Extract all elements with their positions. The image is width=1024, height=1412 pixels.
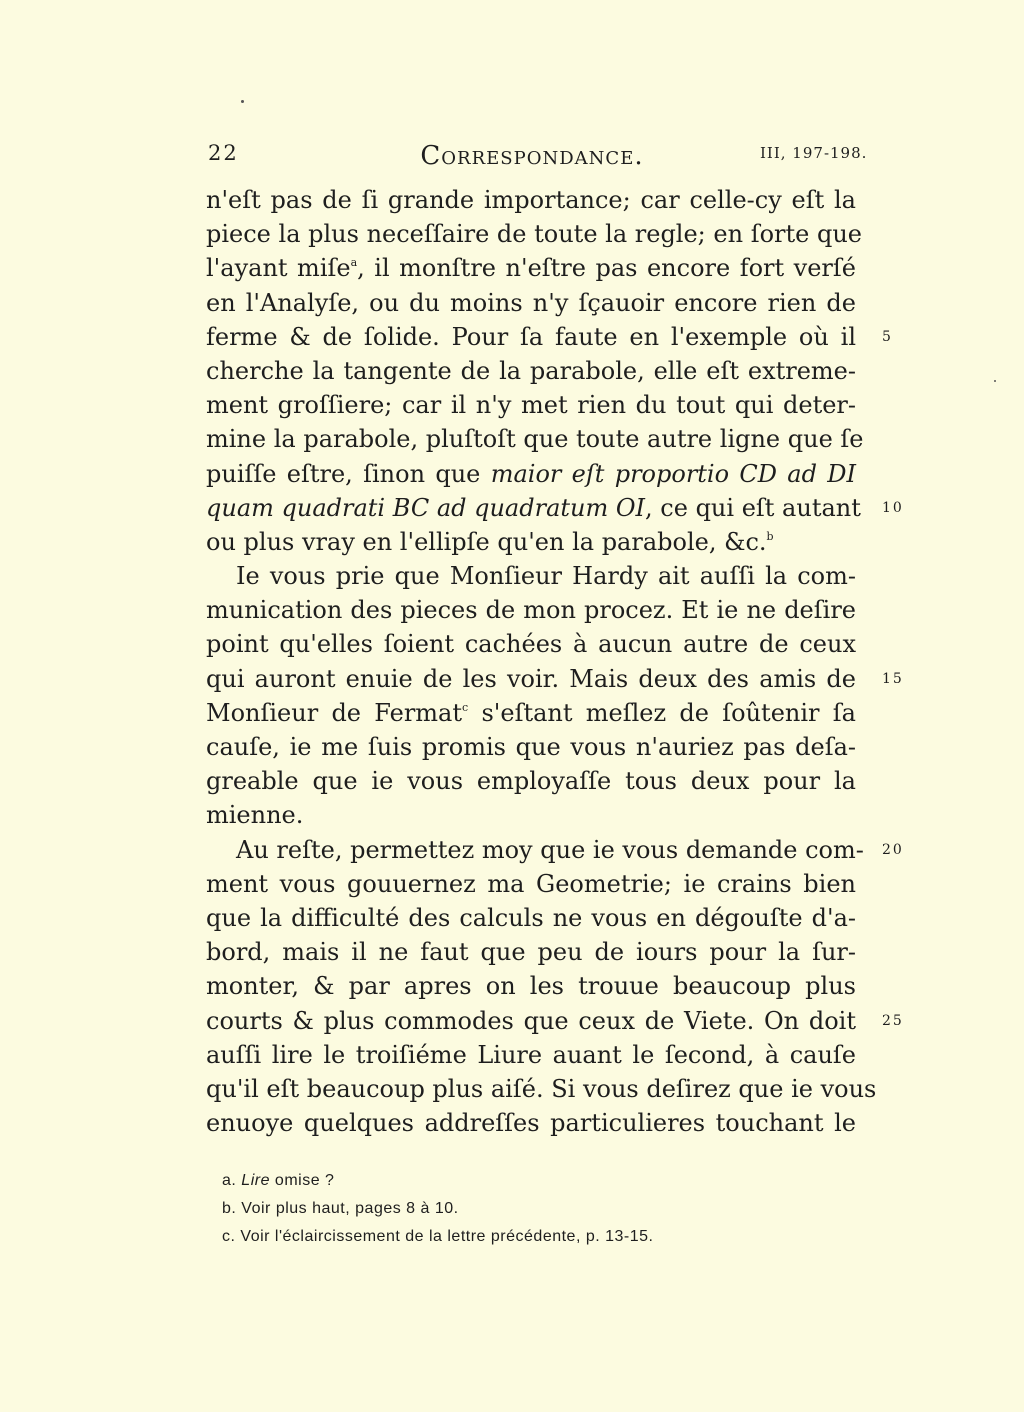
text-line bbox=[206, 764, 856, 798]
text-line bbox=[206, 320, 893, 354]
line-text: piece la plus neceſſaire de toute la regle; en ſorte que bbox=[206, 220, 862, 249]
text-line bbox=[206, 1004, 904, 1038]
line-number: 15 bbox=[882, 670, 904, 687]
page-number: 22 bbox=[208, 141, 239, 165]
footnote-text: Voir plus haut, pages 8 à 10. bbox=[241, 1200, 459, 1217]
line-text: auſſi lire le troiſiéme Liure auant le ſecond, à cauſe bbox=[206, 1040, 856, 1069]
footnote-label: c. bbox=[222, 1228, 236, 1245]
letter-body bbox=[206, 183, 904, 1140]
text-line bbox=[206, 354, 856, 388]
text-line bbox=[206, 730, 856, 764]
text-line bbox=[206, 696, 856, 730]
running-title-text: Correspondance. bbox=[420, 141, 644, 171]
line-number: 20 bbox=[882, 841, 904, 858]
text-line bbox=[206, 798, 856, 832]
footnotes bbox=[222, 1167, 654, 1251]
line-number: 25 bbox=[882, 1012, 904, 1029]
text-line bbox=[206, 559, 856, 593]
text-line bbox=[206, 491, 904, 525]
line-text: munication des pieces de mon procez. Et ie ne deſire bbox=[206, 596, 856, 625]
line-text: cauſe, ie me ſuis promis que vous n'auriez pas deſa- bbox=[206, 733, 856, 761]
line-number: 5 bbox=[882, 328, 893, 345]
footnote-mark: a bbox=[350, 256, 358, 270]
italic-text: quam quadrati BC ad quadratum OI bbox=[206, 493, 646, 522]
line-text: puiſſe eſtre, ſinon que bbox=[206, 459, 491, 488]
line-text: bord, mais il ne faut que peu de iours pour la ſur- bbox=[206, 938, 856, 967]
text-line bbox=[206, 286, 856, 320]
paper-speck bbox=[994, 380, 996, 382]
text-line bbox=[206, 388, 856, 422]
line-text: point qu'elles ſoient cachées à aucun autre de ceux bbox=[206, 630, 856, 659]
line-text: ou plus vray en l'ellipſe qu'en la parabole, &c. bbox=[206, 527, 767, 556]
line-text: ment vous gouuernez ma Geometrie; ie crains bien bbox=[206, 869, 856, 898]
text-line bbox=[206, 593, 856, 627]
line-text-cont: s'eſtant meſlez de ſoûtenir ſa bbox=[468, 698, 856, 727]
line-text: courts & plus commodes que ceux de Viete. On doit bbox=[206, 1006, 856, 1035]
text-line bbox=[206, 1106, 856, 1140]
footnote-label: a. bbox=[222, 1172, 237, 1189]
footnote-text: omise ? bbox=[269, 1172, 335, 1189]
paper-speck bbox=[241, 100, 244, 103]
text-line bbox=[206, 662, 904, 696]
text-line bbox=[206, 251, 856, 285]
line-text: ferme & de ſolide. Pour ſa faute en l'exemple où il bbox=[206, 322, 856, 351]
italic-text: maior eſt proportio CD ad DI bbox=[490, 459, 856, 488]
line-text: n'eſt pas de ſi grande importance; car celle-cy eſt la bbox=[206, 186, 856, 214]
footnote-mark: c bbox=[462, 700, 469, 714]
line-text: mienne. bbox=[206, 801, 304, 830]
footnote bbox=[222, 1223, 654, 1251]
line-text: monter, & par apres on les trouue beaucoup plus bbox=[206, 972, 856, 1001]
line-text: en l'Analyſe, ou du moins n'y ſçauoir encore rien de bbox=[206, 288, 856, 317]
footnote-text: Voir l'éclaircissement de la lettre précédente, p. 13-15. bbox=[240, 1228, 654, 1245]
line-text: Au reſte, permettez moy que ie vous demande com- bbox=[236, 835, 864, 864]
text-line bbox=[206, 217, 862, 251]
line-text: , ce qui eſt autant bbox=[645, 493, 861, 522]
text-line bbox=[206, 1038, 856, 1072]
line-text: qui auront enuie de les voir. Mais deux des amis de bbox=[206, 664, 856, 693]
line-text: mine la parabole, pluſtoſt que toute autre ligne que ſe bbox=[206, 425, 864, 454]
text-line bbox=[206, 457, 856, 491]
page-header bbox=[0, 141, 1024, 171]
text-line bbox=[206, 867, 856, 901]
text-line bbox=[206, 833, 904, 867]
line-text: qu'il eſt beaucoup plus aiſé. Si vous deſirez que ie vous bbox=[206, 1074, 877, 1103]
line-text: greable que ie vous employaſſe tous deux pour la bbox=[206, 767, 856, 796]
line-text: ment groſſiere; car il n'y met rien du tout qui deter- bbox=[206, 391, 856, 420]
volume-reference: III, 197-198. bbox=[760, 144, 868, 162]
line-text: Monſieur de Fermat bbox=[206, 698, 463, 727]
text-line bbox=[206, 627, 856, 661]
text-line bbox=[206, 935, 856, 969]
footnote-label: b. bbox=[222, 1200, 237, 1217]
footnote bbox=[222, 1195, 654, 1223]
line-text-cont: , il monſtre n'eſtre pas encore fort verſé bbox=[357, 254, 856, 283]
line-number: 10 bbox=[882, 499, 904, 516]
footnote bbox=[222, 1167, 654, 1195]
line-text: enuoye quelques addreſſes particulieres touchant le bbox=[206, 1109, 856, 1138]
line-text: que la difficulté des calculs ne vous en dégouſte d'a- bbox=[206, 903, 856, 932]
line-text: l'ayant miſe bbox=[206, 254, 351, 283]
line-text: Ie vous prie que Monſieur Hardy ait auſſi la com- bbox=[236, 562, 856, 591]
text-line bbox=[206, 422, 864, 456]
line-text: cherche la tangente de la parabole, elle eſt extreme- bbox=[206, 356, 856, 385]
running-title bbox=[0, 141, 1024, 171]
text-line bbox=[206, 969, 856, 1003]
text-line bbox=[206, 1072, 877, 1106]
footnote-mark: b bbox=[766, 529, 774, 543]
text-line bbox=[206, 183, 856, 217]
text-line bbox=[206, 901, 856, 935]
footnote-italic: Lire bbox=[241, 1172, 270, 1189]
text-line bbox=[206, 525, 856, 559]
